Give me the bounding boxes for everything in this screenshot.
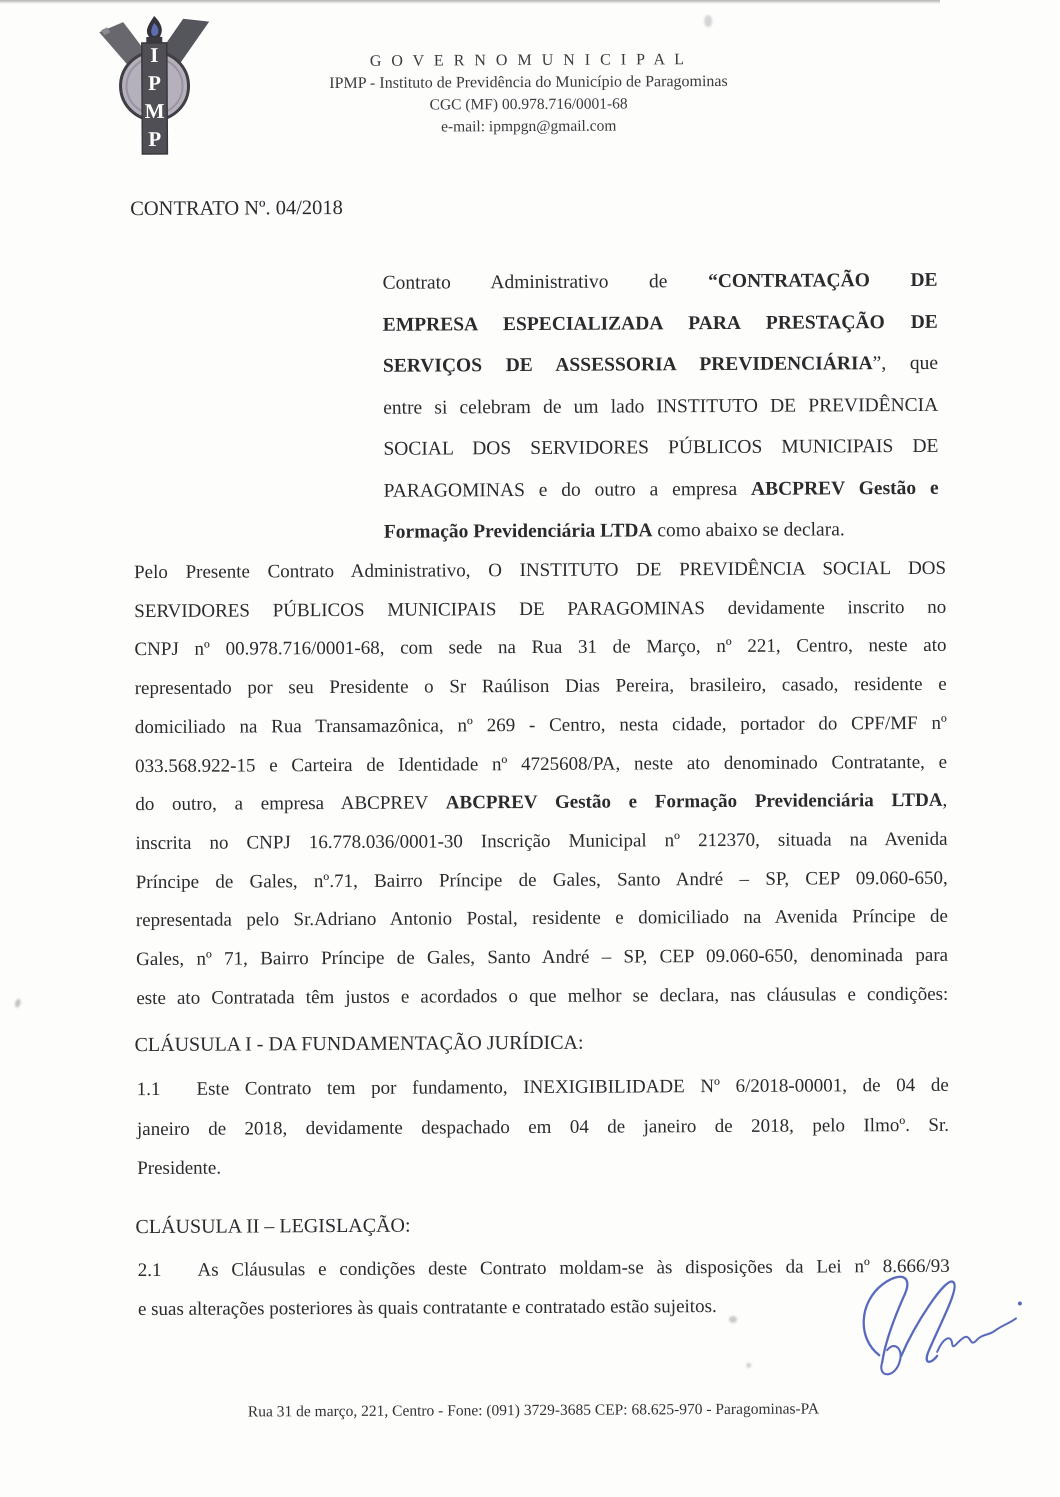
footer-address: Rua 31 de março, 221, Centro - Fone: (091) 3729-3685 CEP: 68.625-970 - Paragominas-PA: [247, 1400, 820, 1421]
doc-line: PARAGOMINAS e do outro a empresa ABCPREV Gestão e: [383, 477, 939, 502]
scan-artifact: [729, 1316, 737, 1323]
logo-letter-i: I: [150, 42, 159, 67]
clause1-heading: CLÁUSULA I - DA FUNDAMENTAÇÃO JURÍDICA:: [134, 1031, 584, 1057]
clause2-heading: CLÁUSULA II – LEGISLAÇÃO:: [135, 1214, 411, 1239]
doc-line: inscrita no CNPJ 16.778.036/0001-30 Inscrição Municipal nº 212370, situada na Avenida: [135, 828, 948, 854]
doc-line: SERVIÇOS DE ASSESSORIA PREVIDENCIÁRIA”, que: [382, 352, 939, 377]
contract-number: CONTRATO Nº. 04/2018: [130, 196, 343, 221]
letterhead-email-line: e-mail: ipmpgn@gmail.com: [441, 117, 617, 136]
doc-line: 033.568.922-15 e Carteira de Identidade nº 4725608/PA, neste ato denominado Contratante, e: [135, 751, 948, 777]
scan-artifact: [746, 1363, 751, 1368]
clause2-paragraph: [138, 1248, 950, 1329]
ipmp-logo: [91, 14, 217, 157]
doc-line: domiciliado na Rua Transamazônica, nº 269 - Centro, nesta cidade, portador do CPF/MF nº: [134, 712, 947, 738]
doc-line: este ato Contratada têm justos e acordados o que melhor se declara, nas cláusulas e condições:: [136, 983, 949, 1009]
body-paragraph: [134, 550, 948, 1019]
letterhead-cgc-line: CGC (MF) 00.978.716/0001-68: [429, 95, 628, 114]
logo-letter-p2: P: [148, 126, 162, 151]
logo-letter-m: M: [144, 98, 165, 124]
doc-line: Gales, nº 71, Bairro Príncipe de Gales, Santo André – SP, CEP 09.060-650, denominada para: [136, 944, 949, 971]
preamble-block: [382, 260, 939, 553]
doc-line: SERVIDORES PÚBLICOS MUNICIPAIS DE PARAGOMINAS devidamente inscrito no: [134, 596, 947, 622]
signature-strokes: [863, 1276, 1022, 1374]
doc-line: e suas alterações posteriores às quais contratante e contratado estão sujeitos.: [137, 1295, 717, 1320]
signature-ink-icon: [849, 1259, 1035, 1388]
letterhead-institute-line: IPMP - Instituto de Previdência do Município de Paragominas: [329, 72, 728, 93]
doc-line: Formação Previdenciária LTDA como abaixo se declara.: [383, 519, 845, 543]
doc-line: CNPJ nº 00.978.716/0001-68, com sede na Rua 31 de Março, nº 221, Centro, neste ato: [134, 635, 947, 661]
logo-letter-p1: P: [148, 70, 161, 95]
letterhead: [228, 48, 828, 139]
doc-line: SOCIAL DOS SERVIDORES PÚBLICOS MUNICIPAIS DE: [383, 435, 939, 460]
doc-line: 2.1 As Cláusulas e condições deste Contrato moldam-se às disposições da Lei nº 8.666/93: [137, 1255, 950, 1282]
doc-line: EMPRESA ESPECIALIZADA PARA PRESTAÇÃO DE: [382, 311, 938, 336]
doc-line: Contrato Administrativo de “CONTRATAÇÃO DE: [382, 269, 938, 294]
doc-line: representado por seu Presidente o Sr Raúlison Dias Pereira, brasileiro, casado, residente e: [134, 673, 947, 700]
doc-line: Príncipe de Gales, nº.71, Bairro Príncipe de Gales, Santo André – SP, CEP 09.060-650,: [135, 867, 948, 893]
doc-line: do outro, a empresa ABCPREV ABCPREV Gestão e Formação Previdenciária LTDA,: [135, 790, 948, 816]
clause1-paragraph: [137, 1066, 950, 1189]
doc-line: 1.1 Este Contrato tem por fundamento, INEXIGIBILIDADE Nº 6/2018-00001, de 04 de: [136, 1074, 949, 1101]
doc-line: entre si celebram de um lado INSTITUTO DE PREVIDÊNCIA: [383, 394, 939, 419]
ipmp-logo-icon: [91, 14, 217, 157]
letterhead-government-line: G O V E R N O M U N I C I P A L: [369, 51, 688, 70]
doc-line: janeiro de 2018, devidamente despachado em 04 de janeiro de 2018, pelo Ilmoº. Sr.: [136, 1114, 950, 1140]
doc-line: representada pelo Sr.Adriano Antonio Postal, residente e domiciliado na Avenida Príncipe de: [135, 906, 948, 932]
handwritten-signature: [849, 1259, 1035, 1388]
doc-line: Pelo Presente Contrato Administrativo, O INSTITUTO DE PREVIDÊNCIA SOCIAL DOS: [134, 557, 947, 584]
scan-artifact: [704, 15, 712, 27]
scan-artifact: [14, 998, 21, 1008]
doc-line: Presidente.: [137, 1157, 222, 1180]
